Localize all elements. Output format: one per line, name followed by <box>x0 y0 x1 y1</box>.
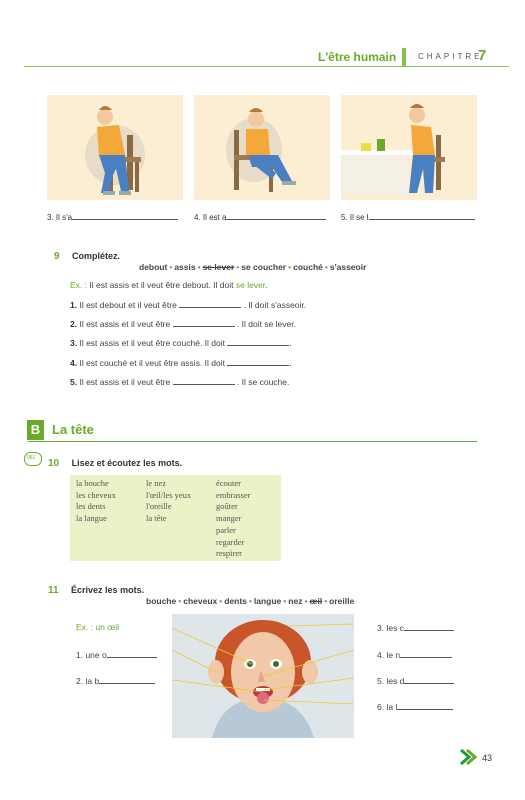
illustration-standing-up <box>341 95 477 200</box>
answer-blank[interactable] <box>227 357 289 366</box>
answer-blank[interactable] <box>397 701 453 710</box>
exercise-instruction: Écrivez les mots. <box>71 585 145 595</box>
vocab-column-nouns-2 <box>146 478 191 525</box>
answer-blank[interactable] <box>400 649 452 658</box>
chapter-number: 7 <box>478 47 487 64</box>
answer-blank[interactable] <box>404 622 454 631</box>
exercise-instruction: Complétez. <box>72 251 121 261</box>
illustration-sitting-down <box>47 95 183 200</box>
audio-track-icon[interactable] <box>24 452 42 466</box>
example-label-11: Ex. : un œil <box>76 622 120 632</box>
vocab-word: l'œil/les yeux <box>146 489 192 500</box>
label-left: 1. une o <box>76 649 157 660</box>
vocab-word: les cheveux <box>76 489 116 500</box>
word: nez <box>288 596 303 606</box>
label-right: 3. les c <box>377 622 454 633</box>
answer-blank[interactable] <box>173 318 235 327</box>
word: dents <box>224 596 247 606</box>
word: cheveux <box>183 596 218 606</box>
vocabulary-box <box>70 475 281 561</box>
label-right: 4. le n <box>377 649 452 660</box>
item-line: 5. Il est assis et il veut être . Il se couche. <box>70 377 290 387</box>
item-line: 2. Il est assis et il veut être . Il doit se lever. <box>70 319 296 329</box>
answer-blank[interactable] <box>404 675 454 684</box>
exercise-number: 11 <box>48 585 59 596</box>
vocab-column-verbs <box>216 478 250 560</box>
exercise-instruction: Lisez et écoutez les mots. <box>71 458 183 468</box>
caption-3: 3. Il s'a <box>47 211 178 222</box>
vocab-word: la langue <box>76 513 107 524</box>
exercise-9-header <box>54 246 120 264</box>
vocab-word: manger <box>216 513 242 524</box>
word: langue <box>253 596 282 606</box>
word-used: œil <box>309 596 323 606</box>
vocab-word: l'oreille <box>146 501 172 512</box>
section-rule <box>28 441 477 442</box>
vocab-column-nouns-1 <box>76 478 116 525</box>
word-bank-11: bouche • cheveux • dents • langue • nez • œil • oreille <box>146 596 355 606</box>
word: assis <box>174 262 196 272</box>
word: oreille <box>329 596 355 606</box>
exercise-number: 10 <box>48 458 60 469</box>
vocab-word: le nez <box>146 478 167 488</box>
answer-blank[interactable] <box>179 299 241 308</box>
word: s'asseoir <box>329 262 367 272</box>
word: se coucher <box>241 262 287 272</box>
label-right: 5. les d <box>377 675 454 686</box>
word-used: se lever <box>202 262 235 272</box>
label-right: 6. la l <box>377 701 453 712</box>
answer-blank[interactable] <box>107 649 157 658</box>
word: couché <box>293 262 323 272</box>
caption-5: 5. Il se l <box>341 211 475 222</box>
chapter-title: L'être humain <box>318 50 397 64</box>
vocab-word: respirer <box>216 548 242 559</box>
answer-blank[interactable] <box>99 675 155 684</box>
word: debout <box>139 262 168 272</box>
answer-blank[interactable] <box>227 337 289 346</box>
vocab-word: écouter <box>216 478 242 488</box>
exercise-number: 9 <box>54 251 60 262</box>
word-bank-9: debout • assis • se lever • se coucher • couché • s'asseoir <box>139 262 367 272</box>
item-line: 3. Il est assis et il veut être couché. Il doit . <box>70 338 292 348</box>
section-letter: B <box>27 420 44 440</box>
item-line: 4. Il est couché et il veut être assis. Il doit . <box>70 358 292 368</box>
chevron-right-icon <box>459 748 477 766</box>
vocab-word: regarder <box>216 536 245 547</box>
chapter-label: CHAPITRE <box>418 52 483 61</box>
answer-blank[interactable] <box>173 376 235 385</box>
vocab-word: goûter <box>216 501 238 512</box>
header-divider <box>402 48 406 66</box>
vocab-word: la bouche <box>76 478 109 488</box>
label-left: 2. la b <box>76 675 155 686</box>
section-title: La tête <box>52 422 94 437</box>
vocab-word: les dents <box>76 501 106 512</box>
exercise-10-header <box>48 453 182 471</box>
vocab-word: la tête <box>146 513 167 524</box>
vocab-word: parler <box>216 524 236 535</box>
example-line-9: Ex. : Il est assis et il veut être debout. Il doit se lever. <box>70 280 268 290</box>
exercise-11-header <box>48 580 144 598</box>
illustration-seated <box>194 95 330 200</box>
header-rule <box>24 66 509 67</box>
word: bouche <box>146 596 177 606</box>
page-number: 43 <box>482 753 493 763</box>
vocab-word: embrasser <box>216 489 251 500</box>
face-photo <box>172 614 354 738</box>
caption-4: 4. Il est a <box>194 211 326 222</box>
audio-track-number: 061 <box>27 455 36 461</box>
item-line: 1. Il est debout et il veut être . Il doit s'asseoir. <box>70 300 307 310</box>
